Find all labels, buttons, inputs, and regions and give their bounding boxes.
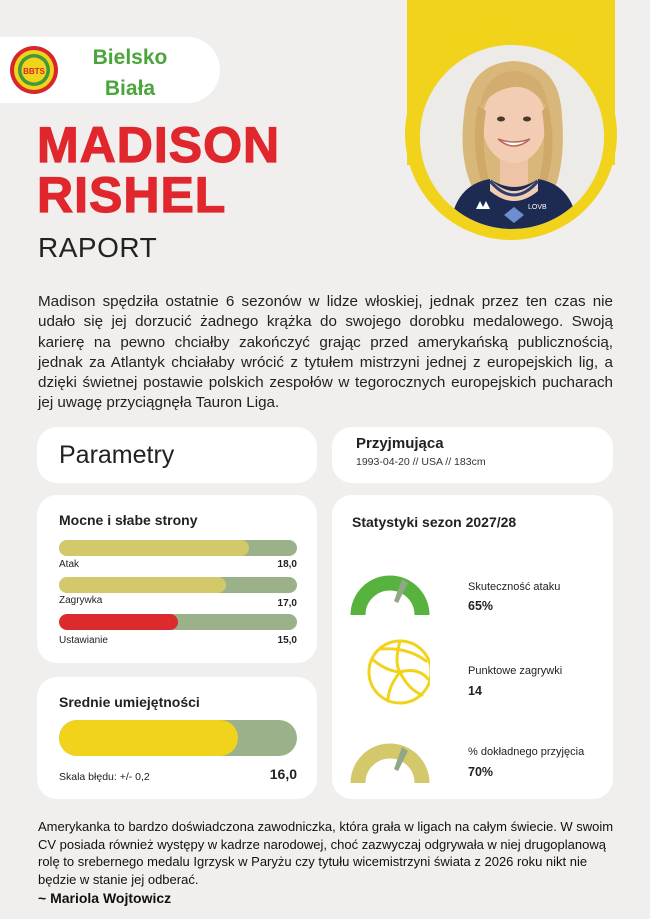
strength-label: Ustawianie <box>59 635 108 646</box>
gauge-icon <box>350 727 430 797</box>
strengths-card <box>37 495 317 663</box>
error-scale-label: Skala błędu: +/- 0,2 <box>59 771 150 783</box>
parameters-title: Parametry <box>59 441 175 469</box>
stat-label: Skuteczność ataku <box>468 581 561 593</box>
club-name-line2: Biała <box>104 77 156 100</box>
strength-bar-fill <box>59 614 178 630</box>
strengths-title: Mocne i słabe strony <box>59 512 198 528</box>
average-value: 16,0 <box>269 766 297 782</box>
strength-bar-serve <box>59 577 297 593</box>
coach-quote: Amerykanka to bardzo doświadczona zawodniczka, która grała w ligach na całym świecie. W swoim CV posiada również występy w kadrze narodowej, choć zazwyczaj odgrywała w niej drugoplanową rolę to srebernego medalu Igrzysk w Paryżu czy tytułu wicemistrzyni świata z 2026 roku nikt nie będzie w stanie jej odberać. <box>38 819 614 887</box>
quote-author: ~ Mariola Wojtowicz <box>38 890 172 906</box>
club-logo-text: BBTS <box>23 67 45 76</box>
average-bar-fill <box>59 720 238 756</box>
position-info: 1993-04-20 // USA // 183cm <box>356 456 486 468</box>
stat-value: 14 <box>468 684 482 698</box>
average-title: Srednie umiejętności <box>59 694 200 710</box>
stat-value: 65% <box>468 599 494 613</box>
player-last-name: RISHEL <box>37 167 227 223</box>
strength-label: Atak <box>59 559 80 570</box>
club-name-line1: Bielsko <box>92 46 168 69</box>
position-card <box>332 427 613 483</box>
strength-label: Zagrywka <box>59 595 103 606</box>
player-photo <box>420 45 604 229</box>
average-bar <box>59 720 297 756</box>
player-name <box>37 117 281 223</box>
stat-label: Punktowe zagrywki <box>468 665 563 677</box>
season-stats-card <box>332 495 613 799</box>
strength-bar-fill <box>59 540 249 556</box>
strength-bar-fill <box>59 577 226 593</box>
strength-value: 17,0 <box>277 598 297 609</box>
stat-label: % dokładnego przyjęcia <box>468 746 585 758</box>
club-name <box>70 42 190 104</box>
player-first-name: MADISON <box>37 117 281 173</box>
strength-value: 15,0 <box>277 635 297 646</box>
stat-value: 70% <box>468 765 494 779</box>
jersey-text: LOVB <box>528 204 547 211</box>
position-title: Przyjmująca <box>356 435 444 452</box>
volleyball-icon <box>350 637 430 707</box>
strength-bar-attack <box>59 540 297 556</box>
player-bio: Madison spędziła ostatnie 6 sezonów w lidze włoskiej, jednak przez ten czas nie udało się jej dorzucić żadnego krążka do swojego dorobku medalowego. Swoją karierę na pewno chciałby zakończyć grając przed amerykańską publicznością, jednak za Atlantyk chciałaby wrócić z tytułem mistrzyni jednej z europejskich lig, a dzięki świetnej postawie polskich zespołów w tegorocznych europejskich pucharach jej uwagę przyciągnęła Tauron Liga. <box>38 293 613 412</box>
average-skills-card <box>37 677 317 799</box>
stats-title: Statystyki sezon 2027/28 <box>352 514 517 530</box>
club-logo-icon <box>9 45 59 95</box>
strength-value: 18,0 <box>277 559 297 570</box>
parameters-card <box>37 427 317 483</box>
gauge-icon <box>350 559 430 629</box>
strength-bar-setting <box>59 614 297 630</box>
report-label: RAPORT <box>38 232 158 263</box>
